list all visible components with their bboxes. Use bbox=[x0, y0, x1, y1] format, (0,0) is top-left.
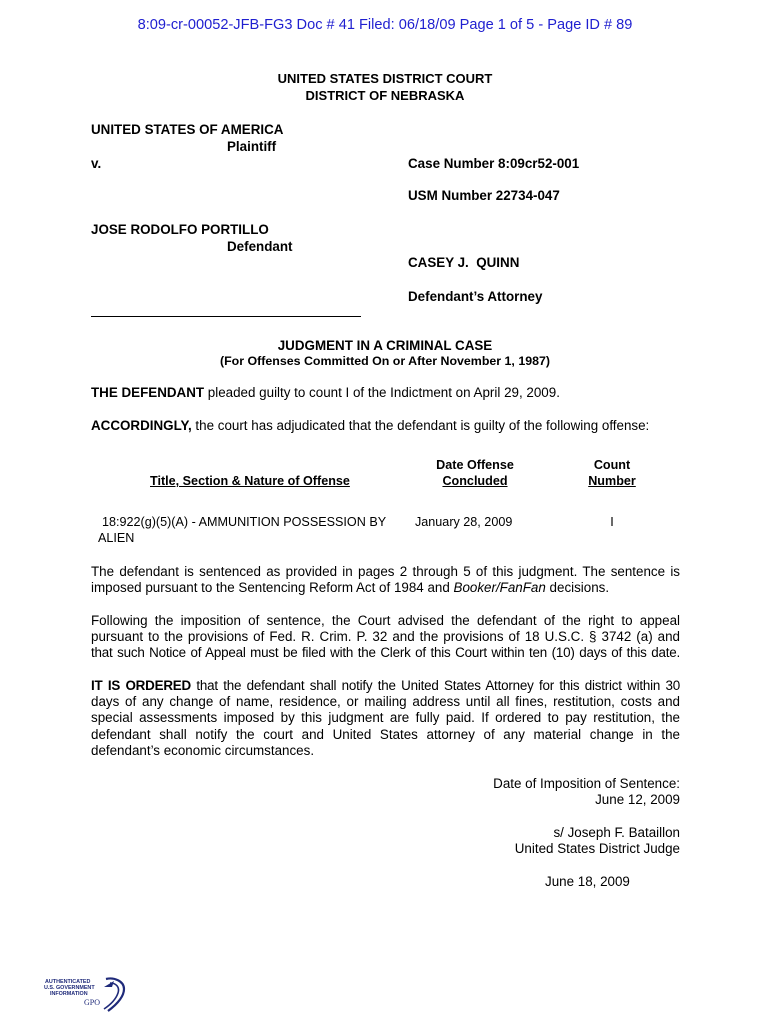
defendant-name: JOSE RODOLFO PORTILLO bbox=[91, 222, 269, 237]
table-header-date-line1: Date Offense bbox=[436, 458, 514, 472]
gpo-eagle-icon bbox=[44, 975, 130, 1015]
plaintiff-name: UNITED STATES OF AMERICA bbox=[91, 122, 284, 137]
appeal-line-1: Following the imposition of sentence, the Court advised the defendant of the right to appeal bbox=[91, 613, 680, 628]
signature-date: June 18, 2009 bbox=[545, 874, 630, 889]
booker-fanfan-italic: Booker/FanFan bbox=[453, 580, 546, 595]
judgment-title: JUDGMENT IN A CRIMINAL CASE bbox=[277, 338, 493, 353]
judge-signature: s/ Joseph F. Bataillon bbox=[553, 825, 680, 840]
adjudication-paragraph bbox=[91, 417, 649, 434]
judgment-subtitle: (For Offenses Committed On or After November 1, 1987) bbox=[219, 354, 551, 368]
sentence-line-2-text: imposed pursuant to the Sentencing Reform Act of 1984 and bbox=[91, 580, 454, 595]
court-name: UNITED STATES DISTRICT COURT bbox=[277, 71, 493, 86]
adjudication-lead: ACCORDINGLY, bbox=[91, 418, 192, 433]
order-line-3: special assessments imposed by this judgment are fully paid. If ordered to pay restitution, the bbox=[91, 710, 680, 725]
table-header-count-line1: Count bbox=[593, 458, 631, 472]
sentence-line-1: The defendant is sentenced as provided in pages 2 through 5 of this judgment. The sentence is bbox=[91, 564, 680, 579]
order-line-1 bbox=[91, 677, 680, 694]
order-line-5: defendant’s economic circumstances. bbox=[91, 743, 315, 758]
table-row-date: January 28, 2009 bbox=[415, 515, 513, 529]
table-row-count: I bbox=[610, 515, 614, 529]
table-header-date-line2: Concluded bbox=[442, 474, 508, 488]
table-row-offense-line1: 18:922(g)(5)(A) - AMMUNITION POSSESSION BY bbox=[102, 515, 387, 529]
adjudication-text: the court has adjudicated that the defendant is guilty of the following offense: bbox=[191, 418, 650, 433]
court-district: DISTRICT OF NEBRASKA bbox=[305, 88, 465, 103]
case-number: Case Number 8:09cr52-001 bbox=[408, 156, 580, 171]
attorney-role: Defendant’s Attorney bbox=[408, 289, 543, 304]
document-header-stamp: 8:09-cr-00052-JFB-FG3 Doc # 41 Filed: 06/18/09 Page 1 of 5 - Page ID # 89 bbox=[137, 17, 633, 33]
plaintiff-role: Plaintiff bbox=[227, 139, 277, 154]
table-row-offense-line2: ALIEN bbox=[98, 531, 135, 545]
judge-title: United States District Judge bbox=[514, 841, 680, 856]
sentence-line-2 bbox=[91, 579, 609, 596]
sentence-line-2-end: decisions. bbox=[545, 580, 610, 595]
separator-rule bbox=[91, 316, 361, 317]
defendant-role: Defendant bbox=[227, 239, 293, 254]
plea-paragraph bbox=[91, 384, 560, 401]
plea-text: pleaded guilty to count I of the Indictment on April 29, 2009. bbox=[204, 385, 560, 400]
usm-number: USM Number 22734-047 bbox=[408, 188, 560, 203]
plea-lead: THE DEFENDANT bbox=[91, 385, 205, 400]
attorney-name: CASEY J. QUINN bbox=[408, 255, 520, 270]
imposition-date: June 12, 2009 bbox=[595, 792, 680, 807]
order-line-2: days of any change of name, residence, or mailing address until all fines, restitution, costs and bbox=[91, 694, 680, 709]
appeal-line-3: that such Notice of Appeal must be filed with the Clerk of this Court within ten (10) days of this date. bbox=[91, 645, 680, 660]
gpo-authentication-logo bbox=[44, 975, 130, 1015]
gpo-line-2: U.S. GOVERNMENT bbox=[44, 985, 95, 991]
order-line-1-text: that the defendant shall notify the United States Attorney for this district within 30 bbox=[191, 678, 681, 693]
table-header-count-line2: Number bbox=[588, 474, 636, 488]
gpo-line-1: AUTHENTICATED bbox=[45, 979, 91, 985]
order-lead: IT IS ORDERED bbox=[91, 678, 192, 693]
table-header-offense: Title, Section & Nature of Offense bbox=[150, 474, 350, 488]
gpo-line-3: INFORMATION bbox=[50, 991, 88, 997]
versus: v. bbox=[91, 156, 102, 171]
appeal-line-2: pursuant to the provisions of Fed. R. Crim. P. 32 and the provisions of 18 U.S.C. § 3742 (a) and bbox=[91, 629, 680, 644]
imposition-label: Date of Imposition of Sentence: bbox=[493, 776, 680, 791]
gpo-mark: GPO bbox=[84, 998, 101, 1007]
order-line-4: defendant shall notify the court and United States attorney of any material change in the bbox=[91, 727, 680, 742]
